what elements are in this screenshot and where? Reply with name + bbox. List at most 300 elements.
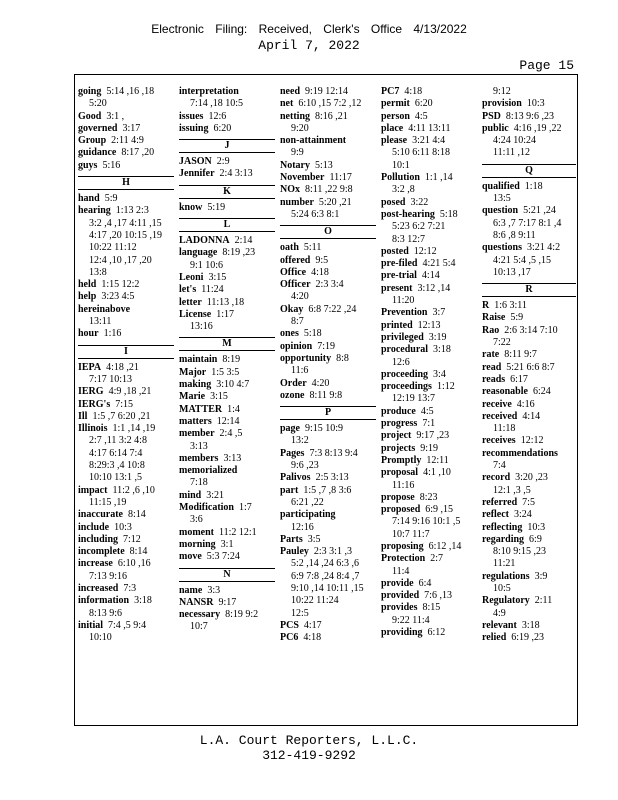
index-word: number <box>280 196 314 208</box>
index-word: proceedings <box>381 381 432 393</box>
section-letter: I <box>78 345 174 359</box>
index-references: 11:24 <box>201 284 224 296</box>
index-references: 10:3 <box>114 521 132 533</box>
index-references: 11:2 12:1 <box>219 526 257 538</box>
index-word: include <box>78 521 110 533</box>
index-references: 4:5 <box>420 405 434 417</box>
index-word: initial <box>78 619 104 631</box>
section-letter: L <box>179 218 275 232</box>
index-word: hereinabove <box>78 303 131 315</box>
index-entry <box>381 270 477 282</box>
index-continuation: 12:19 13:7 <box>392 393 436 405</box>
index-continuation: 8:6 ,8 9:11 <box>493 229 536 241</box>
index-word: impact <box>78 484 108 496</box>
index-continuation: 9:6 ,23 <box>291 460 319 472</box>
index-continuation: 7:22 <box>493 337 511 349</box>
index-references: 4:9 ,18 ,21 <box>108 386 152 398</box>
index-entry <box>280 86 376 98</box>
index-word: place <box>381 122 404 134</box>
index-entry <box>179 156 275 168</box>
index-references: 11:13 ,18 <box>206 296 245 308</box>
index-word: increase <box>78 558 113 570</box>
index-entry <box>280 423 376 435</box>
index-continuation: 5:10 6:11 8:18 <box>392 147 450 159</box>
index-entry <box>381 209 477 221</box>
index-entry <box>482 448 576 460</box>
index-references: 2:11 4:9 <box>111 135 144 147</box>
reporter-phone: 312-419-9292 <box>262 748 356 763</box>
index-continuation: 13:2 <box>291 435 309 447</box>
index-word: mind <box>179 489 202 501</box>
index-references: 11:17 <box>329 172 352 184</box>
index-references: 3:17 <box>122 122 141 134</box>
index-entry <box>381 590 477 602</box>
index-word: privileged <box>381 331 424 343</box>
index-references: 8:16 ,21 <box>315 110 348 122</box>
index-word: License <box>179 308 212 320</box>
index-continuation: 11:20 <box>392 295 415 307</box>
index-references: 1:13 2:3 <box>115 205 149 217</box>
index-references: 2:3 3:4 <box>315 279 344 291</box>
index-entry <box>280 267 376 279</box>
index-entry <box>280 620 376 632</box>
index-references: 5:18 <box>303 328 322 340</box>
index-entry <box>280 242 376 254</box>
index-word: providing <box>381 627 423 639</box>
index-word: record <box>482 472 511 484</box>
index-column-5 <box>482 86 576 722</box>
index-references: 4:14 <box>421 270 440 282</box>
index-continuation: 10:13 ,17 <box>493 266 531 278</box>
index-references: 2:7 <box>430 553 444 565</box>
index-entry <box>381 541 477 553</box>
index-references: 3:20 ,23 <box>515 472 548 484</box>
index-word: let's <box>179 284 197 296</box>
index-continuation: 10:7 11:7 <box>392 528 430 540</box>
index-word: including <box>78 533 119 545</box>
index-references: 3:1 , <box>106 110 125 122</box>
index-word: person <box>381 110 410 122</box>
index-references: 1:1 ,14 ,19 <box>112 423 156 435</box>
index-references: 4:14 <box>522 410 541 422</box>
index-references: 6:12 ,14 <box>428 540 462 552</box>
index-word: opinion <box>280 340 313 352</box>
index-entry <box>482 111 576 123</box>
index-entry <box>381 86 477 98</box>
index-entry <box>280 472 376 484</box>
index-word: qualified <box>482 180 520 192</box>
section-letter: O <box>280 225 376 239</box>
index-references: 3:21 4:4 <box>412 135 446 147</box>
index-references: 2:4 3:13 <box>219 168 253 180</box>
index-entry <box>381 418 477 430</box>
index-word: oath <box>280 242 299 254</box>
index-word: regulations <box>482 570 530 582</box>
index-references: 1:7 <box>239 502 252 514</box>
index-continuation: 11:21 <box>493 558 516 570</box>
index-references: 10:3 <box>526 98 545 110</box>
index-word: memorialized <box>179 465 238 477</box>
index-references: 1:15 12:2 <box>101 279 140 291</box>
index-entry <box>280 111 376 123</box>
index-references: 6:20 <box>213 122 232 134</box>
index-references: 12:11 <box>426 454 449 466</box>
index-references: 6:19 ,23 <box>511 632 545 644</box>
index-entry <box>381 246 477 258</box>
index-word: non-attainment <box>280 135 347 147</box>
index-entry <box>381 320 477 332</box>
index-references: 4:5 <box>414 110 428 122</box>
index-entry <box>179 404 275 416</box>
index-continuation: 13:8 <box>89 266 107 278</box>
index-word: issuing <box>179 122 209 134</box>
index-word: NOx <box>280 184 300 196</box>
index-continuation: 10:7 <box>190 621 208 633</box>
index-references: 3:23 4:5 <box>101 291 135 303</box>
index-continuation: 5:2 ,14 ,24 6:3 ,6 <box>291 558 360 570</box>
index-references: 3:4 <box>433 368 446 380</box>
index-references: 4:18 ,21 <box>106 361 139 373</box>
index-word: Pauley <box>280 546 309 558</box>
index-entry <box>78 362 174 374</box>
index-entry <box>381 627 477 639</box>
index-entry <box>482 98 576 110</box>
index-references: 8:19 ,23 <box>222 247 256 259</box>
index-word: Illinois <box>78 423 108 435</box>
index-continuation: 7:18 <box>190 477 208 489</box>
index-references: 3:13 <box>223 452 242 464</box>
index-references: 8:13 9:6 ,23 <box>505 110 554 122</box>
index-entry <box>381 258 477 270</box>
index-references: 1:12 <box>436 381 455 393</box>
index-word: rate <box>482 349 500 361</box>
index-references: 6:10 ,16 <box>117 558 151 570</box>
index-word: public <box>482 122 509 134</box>
index-continuation: 7:17 10:13 <box>89 373 133 385</box>
index-entry <box>78 485 174 497</box>
index-entry <box>482 242 576 254</box>
index-entry <box>280 485 376 497</box>
index-word: Rao <box>482 324 500 336</box>
index-references: 3:19 <box>428 331 447 343</box>
index-entry <box>78 147 174 159</box>
index-continuation: 13:16 <box>190 321 213 333</box>
index-entry <box>280 279 376 291</box>
index-continuation: 12:4 ,10 ,17 ,20 <box>89 254 152 266</box>
index-word: Notary <box>280 159 310 171</box>
index-entry <box>280 98 376 110</box>
index-word: Office <box>280 266 307 278</box>
index-continuation: 7:14 ,18 10:5 <box>190 98 244 110</box>
index-word: regarding <box>482 533 525 545</box>
index-continuation: 13:11 <box>89 316 112 328</box>
transcript-date: April 7, 2022 <box>258 38 360 53</box>
index-word: Major <box>179 366 207 378</box>
index-references: 3:1 <box>220 538 234 550</box>
index-word: Pollution <box>381 172 420 184</box>
index-continuation: 10:1 <box>392 159 410 171</box>
index-entry <box>280 632 376 644</box>
index-references: 8:23 <box>419 491 438 503</box>
index-entry <box>381 504 477 516</box>
index-word: reasonable <box>482 386 528 398</box>
index-continuation: 12:6 <box>392 356 410 368</box>
index-word: Palivos <box>280 472 311 484</box>
index-entry <box>381 283 477 295</box>
index-entry <box>482 620 576 632</box>
index-continuation: 5:23 6:2 7:21 <box>392 221 446 233</box>
index-entry <box>482 386 576 398</box>
index-entry <box>179 379 275 391</box>
index-entry <box>78 386 174 398</box>
index-word: Leoni <box>179 271 204 283</box>
index-continuation: 2:7 ,11 3:2 4:8 <box>89 435 147 447</box>
index-word: member <box>179 428 215 440</box>
index-word: PC6 <box>280 632 299 644</box>
index-continuation: 6:3 ,7 7:17 8:1 ,4 <box>493 217 562 229</box>
index-word: interpretation <box>179 86 239 97</box>
index-word: provide <box>381 577 414 589</box>
index-word: receives <box>482 435 516 447</box>
index-references: 7:1 <box>422 418 436 430</box>
index-references: 3:24 <box>514 509 532 521</box>
index-entry <box>78 509 174 521</box>
index-references: 4:18 <box>404 86 423 97</box>
index-references: 7:19 <box>317 340 336 352</box>
index-references: 1:16 <box>103 328 122 340</box>
index-references: 5:19 <box>207 201 226 213</box>
index-word: Prevention <box>381 307 428 319</box>
index-references: 3:15 <box>208 271 227 283</box>
index-word: post-hearing <box>381 208 435 220</box>
index-references: 8:17 ,20 <box>121 147 155 159</box>
index-word: received <box>482 410 518 422</box>
index-references: 1:4 <box>227 403 240 415</box>
index-references: 5:13 <box>315 159 333 171</box>
index-entry <box>482 374 576 386</box>
index-word: guys <box>78 159 98 171</box>
index-continuation: 13:5 <box>493 193 511 205</box>
index-word: part <box>280 484 299 496</box>
index-references: 2:5 3:13 <box>315 472 349 484</box>
index-entry <box>381 332 477 344</box>
index-references: 6:8 7:22 ,24 <box>308 303 357 315</box>
index-references: 8:8 <box>336 352 349 364</box>
index-entry <box>78 620 174 632</box>
index-references: 5:3 7:24 <box>206 551 240 563</box>
index-word: net <box>280 98 294 110</box>
index-word: please <box>381 135 408 147</box>
index-entry <box>280 184 376 196</box>
page-number: Page 15 <box>519 58 574 73</box>
index-continuation: 9:22 11:4 <box>392 614 430 626</box>
index-word: move <box>179 551 202 563</box>
index-word: Okay <box>280 303 304 315</box>
index-entry <box>78 399 174 411</box>
index-continuation: 8:13 9:6 <box>89 607 123 619</box>
index-entry <box>381 197 477 209</box>
index-entry <box>280 509 376 521</box>
index-entry <box>78 534 174 546</box>
index-entry <box>482 509 576 521</box>
index-word: ozone <box>280 389 305 401</box>
index-references: 1:5 ,7 ,8 3:6 <box>303 484 352 496</box>
index-entry <box>179 391 275 403</box>
index-references: 3:18 <box>521 619 540 631</box>
index-entry <box>482 632 576 644</box>
index-entry <box>179 465 275 477</box>
index-word: Order <box>280 377 307 389</box>
index-word: question <box>482 205 519 217</box>
index-entry <box>280 328 376 340</box>
index-continuation: 9:1 10:6 <box>190 259 224 271</box>
index-entry <box>381 344 477 356</box>
index-entry <box>482 123 576 135</box>
index-entry <box>381 602 477 614</box>
index-word: pre-trial <box>381 270 417 282</box>
index-continuation: 7:4 <box>493 460 506 472</box>
index-references: 5:21 6:6 8:7 <box>506 361 555 373</box>
index-word: present <box>381 282 413 294</box>
index-entry <box>179 585 275 597</box>
index-word: Good <box>78 110 102 122</box>
index-references: 8:19 <box>222 354 241 366</box>
index-entry <box>179 539 275 551</box>
index-word: information <box>78 595 130 607</box>
index-word: printed <box>381 319 413 331</box>
index-continuation: 10:22 11:24 <box>291 595 339 607</box>
index-entry <box>78 595 174 607</box>
section-letter: P <box>280 406 376 420</box>
index-word: Protection <box>381 553 426 565</box>
index-word: permit <box>381 98 410 110</box>
index-column-4 <box>381 86 477 722</box>
index-entry <box>78 86 174 98</box>
index-entry <box>78 304 174 316</box>
index-references: 12:6 <box>208 110 227 122</box>
index-word: increased <box>78 582 119 594</box>
index-references: 2:3 3:1 ,3 <box>313 546 352 558</box>
index-references: 3:5 <box>307 533 321 545</box>
index-entry <box>381 369 477 381</box>
index-references: 7:6 ,13 <box>424 590 452 602</box>
index-continuation: 8:7 <box>291 316 304 328</box>
index-entry <box>280 546 376 558</box>
index-references: 3:10 4:7 <box>216 379 250 391</box>
index-references: 3:9 <box>534 570 548 582</box>
index-entry <box>179 86 275 98</box>
index-references: 7:15 <box>115 398 134 410</box>
index-entry <box>78 423 174 435</box>
index-word: JASON <box>179 156 212 168</box>
index-references: 9:17 ,23 <box>416 430 450 442</box>
index-references: 6:9 <box>529 533 542 545</box>
index-word: project <box>381 430 412 442</box>
index-references: 9:17 <box>218 596 237 608</box>
index-word: PC7 <box>381 86 400 97</box>
index-references: 6:10 ,15 7:2 ,12 <box>298 98 362 110</box>
index-entry <box>179 416 275 428</box>
index-entry <box>482 571 576 583</box>
index-continuation: 10:10 <box>89 632 112 644</box>
index-word: PSD <box>482 110 501 122</box>
index-word: held <box>78 279 97 291</box>
index-references: 2:9 <box>216 156 230 168</box>
index-word: Ill <box>78 410 88 422</box>
index-continuation: 6:21 ,22 <box>291 496 324 508</box>
index-references: 1:5 ,7 6:20 ,21 <box>92 410 151 422</box>
index-entry <box>381 172 477 184</box>
index-word: issues <box>179 110 204 122</box>
index-word: moment <box>179 526 214 538</box>
index-entry <box>381 578 477 590</box>
index-word: name <box>179 584 203 596</box>
index-entry <box>482 472 576 484</box>
index-references: 9:5 <box>315 254 329 266</box>
index-references: 5:9 <box>510 312 524 324</box>
index-word: reflecting <box>482 521 523 533</box>
index-continuation: 12:5 <box>291 607 309 619</box>
index-word: page <box>280 423 300 435</box>
index-entry <box>280 378 376 390</box>
index-entry <box>78 328 174 340</box>
index-entry <box>179 609 275 621</box>
index-entry <box>482 312 576 324</box>
index-word: relied <box>482 632 507 644</box>
index-entry <box>280 160 376 172</box>
index-continuation: 4:20 <box>291 291 309 303</box>
index-word: governed <box>78 122 118 134</box>
index-continuation: 6:9 7:8 ,24 8:4 ,7 <box>291 570 360 582</box>
index-word: Group <box>78 135 107 147</box>
index-references: 6:17 <box>510 373 528 385</box>
index-word: necessary <box>179 609 221 621</box>
index-word: hearing <box>78 205 111 217</box>
index-word: posed <box>381 196 406 208</box>
index-references: 5:9 <box>104 193 118 205</box>
index-entry <box>179 123 275 135</box>
index-references: 2:6 3:14 7:10 <box>504 324 558 336</box>
index-word: Pages <box>280 447 305 459</box>
index-entry <box>482 497 576 509</box>
index-continuation: 11:18 <box>493 423 516 435</box>
section-letter: H <box>78 176 174 190</box>
index-references: 4:18 <box>311 266 329 278</box>
index-continuation: 5:24 6:3 8:1 <box>291 208 340 220</box>
index-word: NANSR <box>179 596 214 608</box>
index-entry <box>179 453 275 465</box>
index-continuation: 9:12 <box>493 86 511 97</box>
index-continuation: 11:16 <box>392 479 415 491</box>
index-word: offered <box>280 254 311 266</box>
index-continuation: 12:1 ,3 ,5 <box>493 484 531 496</box>
index-entry <box>482 399 576 411</box>
index-continuation: 3:13 <box>190 440 208 452</box>
index-entry <box>482 300 576 312</box>
index-entry <box>381 123 477 135</box>
index-entry <box>381 381 477 393</box>
index-word: opportunity <box>280 352 332 364</box>
index-word: recommendations <box>482 447 558 459</box>
index-word: Jennifer <box>179 168 215 180</box>
index-word: Parts <box>280 533 303 545</box>
index-entry <box>482 435 576 447</box>
section-letter: K <box>179 185 275 199</box>
index-entry <box>179 490 275 502</box>
index-entry <box>78 583 174 595</box>
index-word: hand <box>78 193 100 205</box>
index-word: language <box>179 247 218 259</box>
